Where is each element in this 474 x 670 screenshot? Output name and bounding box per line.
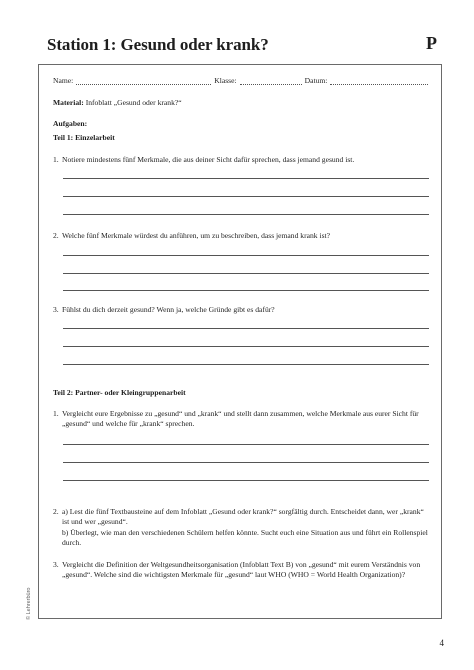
question-text: Vergleicht eure Ergebnisse zu „gesund“ und „krank“ und stellt dann zusammen, welche Merkmale aus eurer Sicht für „gesund“ und welche für „krank“ sprechen. — [62, 409, 419, 428]
answer-line[interactable] — [63, 290, 429, 291]
class-field[interactable] — [240, 77, 302, 85]
question-1-1 — [53, 155, 429, 165]
question-number: 1. — [53, 409, 59, 418]
answer-line[interactable] — [63, 462, 429, 463]
question-1-2 — [53, 231, 429, 241]
page-title: Station 1: Gesund oder krank? — [47, 35, 269, 54]
question-text: Vergleicht die Definition der Weltgesundheitsorganisation (Infoblatt Text B) von „gesund“ mit eurem Verständnis von „gesund“. Welche sind die wichtigsten Merkmale für „gesund“ laut WHO (WHO = World Health Organization)? — [62, 560, 421, 579]
part1-heading: Teil 1: Einzelarbeit — [53, 133, 115, 142]
question-number: 2. — [53, 507, 59, 516]
answer-line[interactable] — [63, 346, 429, 347]
question-number: 1. — [53, 155, 59, 164]
part2-heading: Teil 2: Partner- oder Kleingruppenarbeit — [53, 388, 186, 397]
answer-line[interactable] — [63, 444, 429, 445]
tasks-heading: Aufgaben: — [53, 119, 88, 128]
material-label: Material: — [53, 98, 84, 107]
date-field[interactable] — [330, 77, 428, 85]
question-2-1 — [53, 409, 429, 429]
date-label: Datum: — [304, 76, 328, 85]
question-2-3 — [53, 560, 429, 580]
question-text: Fühlst du dich derzeit gesund? Wenn ja, welche Gründe gibt es dafür? — [62, 305, 275, 314]
question-2-2 — [53, 507, 429, 548]
question-number: 3. — [53, 305, 59, 314]
material-line — [53, 98, 182, 108]
name-class-date-row — [53, 76, 431, 86]
copyright-notice: © Lehrerbüro — [26, 587, 32, 620]
answer-line[interactable] — [63, 364, 429, 365]
page-number: 4 — [439, 638, 444, 648]
answer-line[interactable] — [63, 255, 429, 256]
level-marker: P — [426, 33, 437, 53]
question-text: Welche fünf Merkmale würdest du anführen, um zu beschreiben, dass jemand krank ist? — [62, 231, 331, 240]
name-label: Name: — [53, 76, 74, 85]
question-number: 2. — [53, 231, 59, 240]
answer-line[interactable] — [63, 328, 429, 329]
question-number: 3. — [53, 560, 59, 569]
question-text-b: b) Überlegt, wie man den verschiedenen Schülern helfen könnte. Sucht euch eine Situation aus und führt ein Rollenspiel durch. — [62, 528, 428, 547]
question-text: Notiere mindestens fünf Merkmale, die aus deiner Sicht dafür sprechen, dass jemand gesund ist. — [62, 155, 355, 164]
class-label: Klasse: — [214, 76, 237, 85]
question-text-a: a) Lest die fünf Textbausteine auf dem Infoblatt „Gesund oder krank?“ sorgfältig durch. Entscheidet dann, wer „krank“ ist und wer „gesund“. — [62, 507, 424, 526]
material-text: Infoblatt „Gesund oder krank?“ — [85, 98, 182, 107]
answer-line[interactable] — [63, 178, 429, 179]
answer-line[interactable] — [63, 196, 429, 197]
answer-line[interactable] — [63, 480, 429, 481]
name-field[interactable] — [76, 77, 211, 85]
answer-line[interactable] — [63, 214, 429, 215]
answer-line[interactable] — [63, 273, 429, 274]
question-1-3 — [53, 305, 429, 315]
